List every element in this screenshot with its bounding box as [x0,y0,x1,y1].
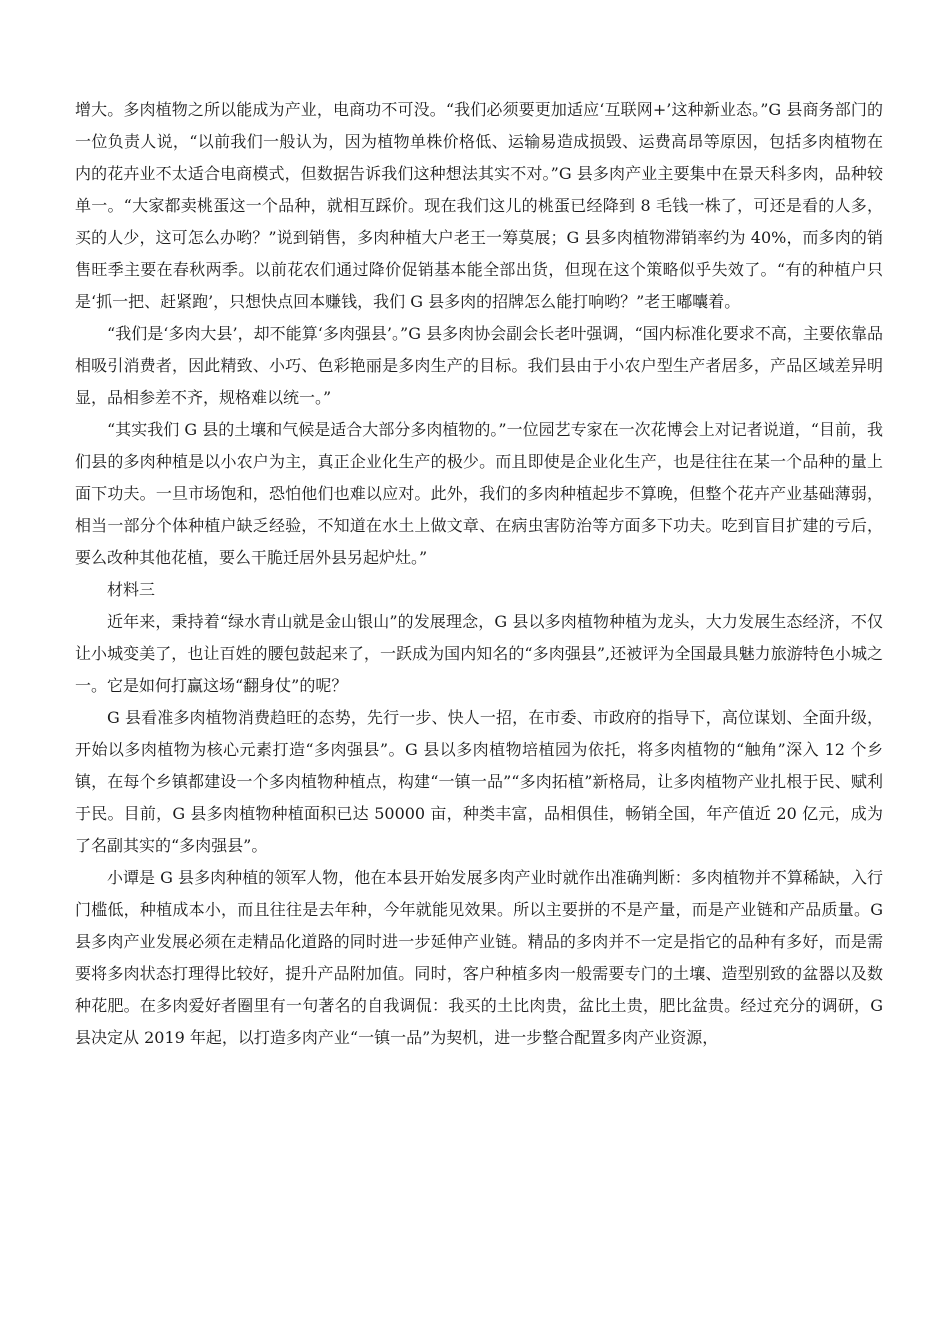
paragraph-expert-quote: “其实我们 G 县的土壤和气候是适合大部分多肉植物的。”一位园艺专家在一次花博会上对记者说道，“目前，我们县的多肉种植是以小农户为主，真正企业化生产的极少。而且即使是企业化生产，也是往往在某一个品种的量上面下功夫。一旦市场饱和，恐怕他们也难以应对。此外，我们的多肉种植起步不算晚，但整个花卉产业基础薄弱，相当一部分个体种植户缺乏经验，不知道在水土上做文章、在病虫害防治等方面多下功夫。吃到盲目扩建的亏后，要么改种其他花植，要么干脆迁居外县另起炉灶。” [75,420,883,567]
paragraph-strategy: G 县看准多肉植物消费趋旺的态势，先行一步、快人一招，在市委、市政府的指导下，高位谋划、全面升级，开始以多肉植物为核心元素打造“多肉强县”。G 县以多肉植物培植园为依托，将多肉植物的“触角”深入 12 个乡镇，在每个乡镇都建设一个多肉植物种植点，构建“一镇一品”“多肉拓植”新格局，让多肉植物产业扎根于民、赋利于民。目前，G 县多肉植物种植面积已达 50000 亩，种类丰富，品相俱佳，畅销全国，年产值近 20 亿元，成为了名副其实的“多肉强县”。 [75,708,883,855]
document-page [75,94,883,1054]
paragraph-association-quote: “我们是‘多肉大县’，却不能算‘多肉强县’。”G 县多肉协会副会长老叶强调，“国内标准化要求不高，主要依靠品相吸引消费者，因此精致、小巧、色彩艳丽是多肉生产的目标。我们县由于小农户型生产者居多，产品区域差异明显，品相参差不齐，规格难以统一。” [75,324,883,407]
section-heading-material-three: 材料三 [107,580,156,599]
paragraph-leader: 小谭是 G 县多肉种植的领军人物，他在本县开始发展多肉产业时就作出准确判断：多肉植物并不算稀缺，入行门槛低，种植成本小，而且往往是去年种，今年就能见效果。所以主要拼的不是产量，而是产业链和产品质量。G 县多肉产业发展必须在走精品化道路的同时进一步延伸产业链。精品的多肉并不一定是指它的品种有多好，而是需要将多肉状态打理得比较好，提升产品附加值。同时，客户种植多肉一般需要专门的土壤、造型别致的盆器以及数种花肥。在多肉爱好者圈里有一句著名的自我调侃：我买的土比肉贵，盆比土贵，肥比盆贵。经过充分的调研，G 县决定从 2019 年起，以打造多肉产业“一镇一品”为契机，进一步整合配置多肉产业资源， [75,868,883,1047]
paragraph-intro: 近年来，秉持着“绿水青山就是金山银山”的发展理念，G 县以多肉植物种植为龙头，大力发展生态经济，不仅让小城变美了，也让百姓的腰包鼓起来了，一跃成为国内知名的“多肉强县”,还被评为全国最具魅力旅游特色小城之一。它是如何打赢这场“翻身仗”的呢？ [75,612,883,695]
paragraph-continuation: 增大。多肉植物之所以能成为产业，电商功不可没。“我们必须要更加适应‘互联网+’这种新业态。”G 县商务部门的一位负责人说，“以前我们一般认为，因为植物单株价格低、运输易造成损毁、运费高昂等原因，包括多肉植物在内的花卉业不太适合电商模式，但数据告诉我们这种想法其实不对。”G 县多肉产业主要集中在景天科多肉，品种较单一。“大家都卖桃蛋这一个品种，就相互踩价。现在我们这儿的桃蛋已经降到 8 毛钱一株了，可还是看的人多，买的人少，这可怎么办哟？”说到销售，多肉种植大户老王一筹莫展；G 县多肉植物滞销率约为 40%，而多肉的销售旺季主要在春秋两季。以前花农们通过降价促销基本能全部出货，但现在这个策略似乎失效了。“有的种植户只是‘抓一把、赶紧跑’，只想快点回本赚钱，我们 G 县多肉的招牌怎么能打响哟？”老王嘟囔着。 [75,100,883,311]
